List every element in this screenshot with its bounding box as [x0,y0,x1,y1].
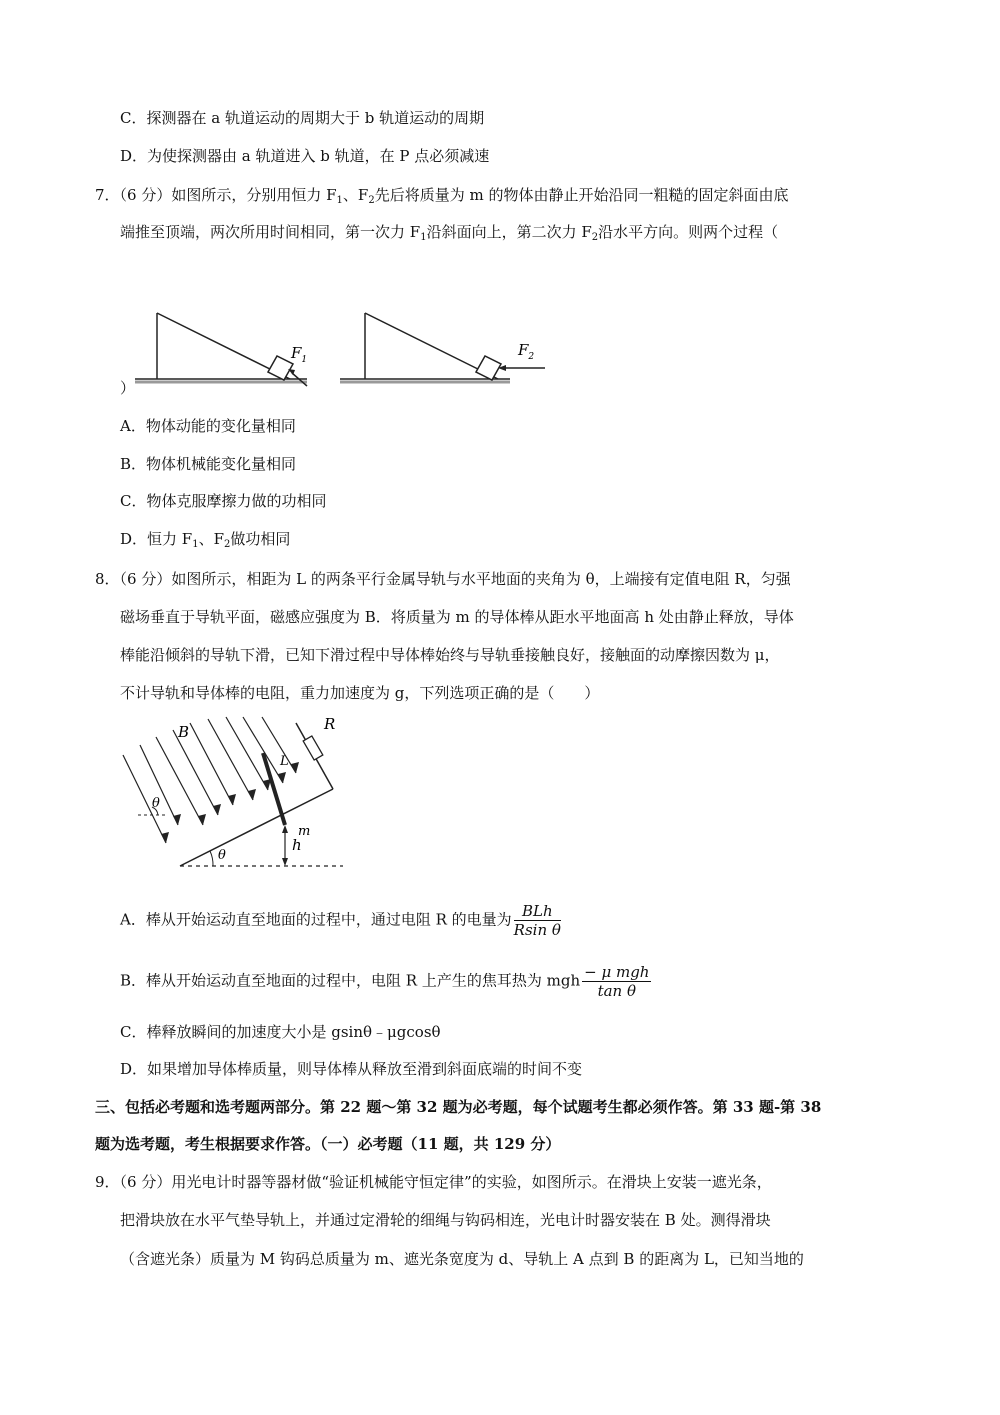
q8-label-theta: θ [218,848,226,863]
q7-close-paren: ） [120,379,136,397]
q7-stem-line1: 7．（6 分）如图所示，分别用恒力 $F_1$、$F_2$先后将质量为 m 的物体由静止开始沿同一粗糙的固定斜面由底 [95,186,789,206]
q8-stem-line1: 8．（6 分）如图所示，相距为 L 的两条平行金属导轨与水平地面的夹角为 θ，上端接有定值电阻 R，匀强 [95,570,791,588]
q7-figure-f1 [135,305,315,390]
q7-label-f1: $F_1$ [291,344,308,365]
q7-figure-f2 [340,305,555,390]
q9-stem-line3: （含遮光条）质量为 M 钩码总质量为 m、遮光条宽度为 d、导轨上 A 点到 B 的距离为 L，已知当地的 [120,1250,804,1268]
q9-stem-line2: 把滑块放在水平气垫导轨上，并通过定滑轮的细绳与钩码相连，光电计时器安装在 B 处。测得滑块 [120,1211,771,1229]
q8-option-c: C．棒释放瞬间的加速度大小是 gsinθ﹣μgcosθ [120,1023,441,1041]
q8-option-b: B．棒从开始运动直至地面的过程中，电阻 R 上产生的焦耳热为 mgh $\frac{\text{− μ mgh}}{\text{tan θ}}$ [120,963,650,1000]
q7-option-a: A．物体动能的变化量相同 [120,417,296,435]
q8-option-a: A．棒从开始运动直至地面的过程中，通过电阻 R 的电量为 $\frac{\text{BLh}}{\text{Rsin θ}}$ [120,902,561,939]
q8-label-m: m [298,824,311,839]
q8-label-h: h [292,836,302,854]
q7-label-f2: $F_2$ [518,341,535,362]
q6-option-d: D．为使探测器由 a 轨道进入 b 轨道，在 P 点必须减速 [120,147,490,165]
q8-option-d: D．如果增加导体棒质量，则导体棒从释放至滑到斜面底端的时间不变 [120,1060,583,1078]
q8-label-b: B [178,723,190,741]
q6-option-c: C．探测器在 a 轨道运动的周期大于 b 轨道运动的周期 [120,109,485,127]
q8-stem-line3: 棒能沿倾斜的导轨下滑，已知下滑过程中导体棒始终与导轨垂接触良好，接触面的动摩擦因数为 μ， [120,646,780,664]
q7-option-d: D．恒力 $F_1$、$F_2$做功相同 [120,530,291,550]
q7-option-b: B．物体机械能变化量相同 [120,455,297,473]
q8-stem-line4: 不计导轨和导体棒的电阻，重力加速度为 g，下列选项正确的是（ ） [120,684,600,702]
q8-label-r: R [324,715,336,733]
section3-heading-line1: 三、包括必考题和选考题两部分。第 22 题～第 32 题为必考题，每个试题考生都必须作答。第 33 题-第 38 [95,1098,822,1116]
q8-stem-line2: 磁场垂直于导轨平面，磁感应强度为 B．将质量为 m 的导体棒从距水平地面高 h 处由静止释放，导体 [120,608,794,626]
section3-heading-line2: 题为选考题，考生根据要求作答。（一）必考题（11 题，共 129 分） [95,1135,561,1153]
q8-label-theta-left: θ [152,796,160,811]
q7-stem-line2: 端推至顶端，两次所用时间相同，第一次力 $F_1$沿斜面向上，第二次力 $F_2$沿水平方向。则两个过程（ [120,223,779,243]
q8-label-l: L [280,754,289,769]
q8-option-b-fraction: $\frac{\text{− μ mgh}}{\text{tan θ}}$ [584,963,650,1000]
q9-stem-line1: 9．（6 分）用光电计时器等器材做“验证机械能守恒定律”的实验，如图所示。在滑块上安装一遮光条， [95,1173,772,1191]
q7-option-c: C．物体克服摩擦力做的功相同 [120,492,327,510]
q8-option-a-fraction: $\frac{\text{BLh}}{\text{Rsin θ}}$ [513,902,561,939]
q8-rail-figure [118,715,358,875]
